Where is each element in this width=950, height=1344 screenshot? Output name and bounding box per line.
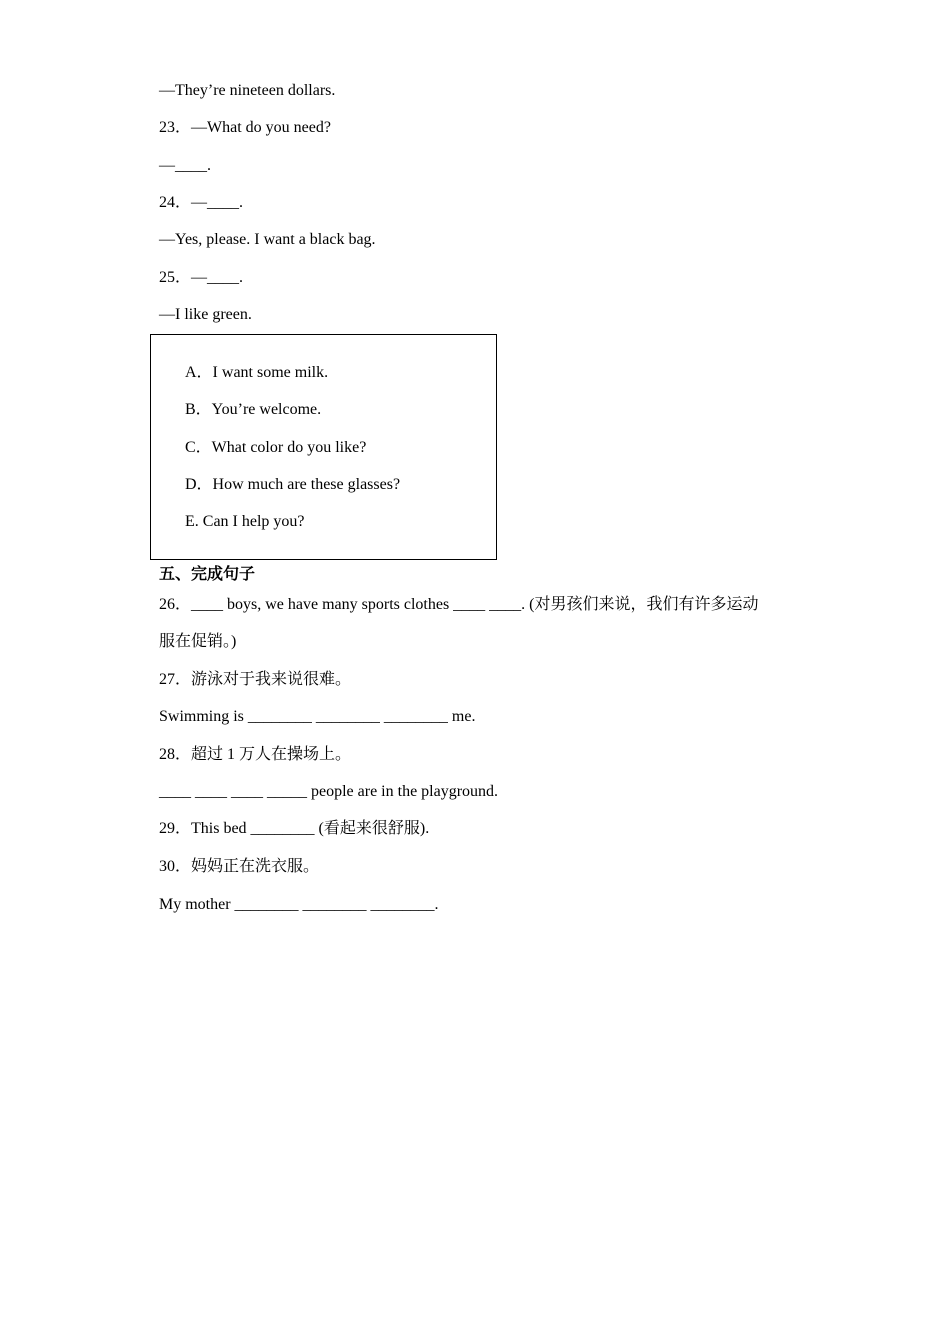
- response-23: —____.: [159, 157, 211, 174]
- question-25: 25．—____.: [159, 269, 244, 286]
- option-e: E. Can I help you?: [185, 513, 305, 530]
- item-30-sentence: My mother ________ ________ ________.: [159, 896, 439, 913]
- section-heading: 五、完成句子: [159, 566, 256, 583]
- response-24: —Yes, please. I want a black bag.: [159, 231, 376, 248]
- item-27-sentence: Swimming is ________ ________ ________ me.: [159, 708, 476, 725]
- item-29-sentence: 29．This bed ________ (看起来很舒服).: [159, 820, 430, 837]
- item-27-prompt: 27．游泳对于我来说很难。: [159, 671, 352, 688]
- question-24: 24．—____.: [159, 194, 244, 211]
- option-a: A．I want some milk.: [185, 364, 329, 381]
- question-23: 23．—What do you need?: [159, 119, 331, 136]
- item-26-line2: 服在促销。): [159, 633, 237, 650]
- response-25: —I like green.: [159, 306, 252, 323]
- item-28-sentence: ____ ____ ____ _____ people are in the playground.: [159, 783, 499, 800]
- option-d: D．How much are these glasses?: [185, 476, 401, 493]
- item-30-prompt: 30．妈妈正在洗衣服。: [159, 858, 320, 875]
- item-26-line1: 26．____ boys, we have many sports clothes ____ ____. (对男孩们来说，我们有许多运动: [159, 596, 759, 613]
- option-c: C．What color do you like?: [185, 439, 367, 456]
- option-b: B．You’re welcome.: [185, 401, 322, 418]
- item-28-prompt: 28．超过 1 万人在操场上。: [159, 746, 352, 763]
- previous-answer-line: —They’re nineteen dollars.: [159, 82, 336, 99]
